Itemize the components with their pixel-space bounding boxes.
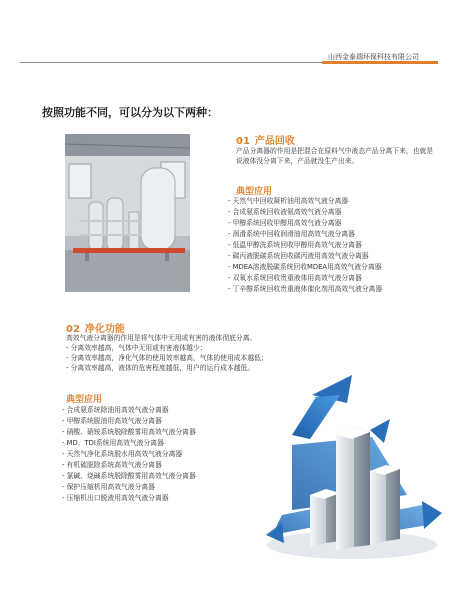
section2-line: - 分离效率越高，净化气体的使用效率越高，气体的使用成本越低； [66, 354, 268, 362]
list-item: - 天然气净化系统脱水用高效气液分离器 [62, 450, 183, 458]
section1-number: 01 [236, 136, 250, 147]
header-accent-bar [322, 61, 438, 64]
list-item: - 硝酸、硝铵系统脱除酸雾用高效气液分离器 [62, 428, 196, 436]
company-name: 山西金泰瑞环保科技有限公司 [328, 53, 419, 61]
section2-line: - 分离效率越高，液体的危害程度越低，用户的运行成本越低。 [66, 364, 255, 372]
section2-line: - 分离效率越高，气体中无用或有害液体越少； [66, 344, 207, 352]
list-item: - 丁辛醇系统回收贵重液体催化剂用高效气液分离器 [228, 285, 383, 293]
separator-equipment-photo [65, 134, 190, 292]
section2-line: 高效气液分离器的作用是将气体中无用或有害的液体彻底分离。 [66, 334, 257, 342]
section2-number: 02 [66, 324, 80, 335]
section2-list [62, 405, 196, 504]
list-item: - 天然气中回收凝析油用高效气液分离器 [228, 197, 349, 205]
list-item: - 压缩机出口脱液用高效气液分离器 [62, 494, 169, 502]
section2-title-text: 净化功能 [84, 324, 125, 335]
list-item: - 有机硫脱除系统高效气液分离器 [62, 461, 162, 469]
section2-description [66, 333, 326, 373]
list-item: - 合成氨系统回收液氨高效气液分离器 [228, 208, 342, 216]
list-item: - MD、TDI系统用高效气液分离器 [62, 439, 164, 447]
list-item: - 润滑系统中回收润滑油用高效气液分离器 [228, 230, 355, 238]
list-item: - 碳丙液脱碳系统回收碳丙液用高效气液分离器 [228, 252, 369, 260]
section1-description: 产品分离器的作用是把混合在原料气中液态产品分离下来，也就是说液体没分离下来，产品就没生产出来。 [236, 147, 434, 165]
list-item: - MDEA溶液脱碳系统回收MDEA用高效气液分离器 [228, 263, 382, 271]
list-item: - 保护压缩机用高效气液分离器 [62, 483, 155, 491]
section1-title-text: 产品回收 [254, 136, 295, 147]
list-item: - 双氧水系统回收贵重液体用高效气液分离器 [228, 274, 362, 282]
list-item: - 氯碱、烧碱系统脱除酸雾用高效气液分离器 [62, 472, 196, 480]
section1-title [236, 132, 295, 147]
list-item: - 甲醇系统脱油用高效气液分离器 [62, 417, 162, 425]
intro-heading: 按照功能不同，可以分为以下两种： [42, 106, 218, 119]
list-item: - 合成氨系统除油用高效气液分离器 [62, 406, 169, 414]
list-item: - 甲醇系统回收甲醇用高效气液分离器 [228, 219, 342, 227]
section1-subtitle: 典型应用 [236, 187, 273, 197]
section2-subtitle: 典型应用 [66, 395, 103, 405]
growth-bars-graphic [252, 375, 452, 575]
section1-list [228, 196, 382, 295]
list-item: - 低温甲醇洗系统回收甲醇用高效气液分离器 [228, 241, 362, 249]
